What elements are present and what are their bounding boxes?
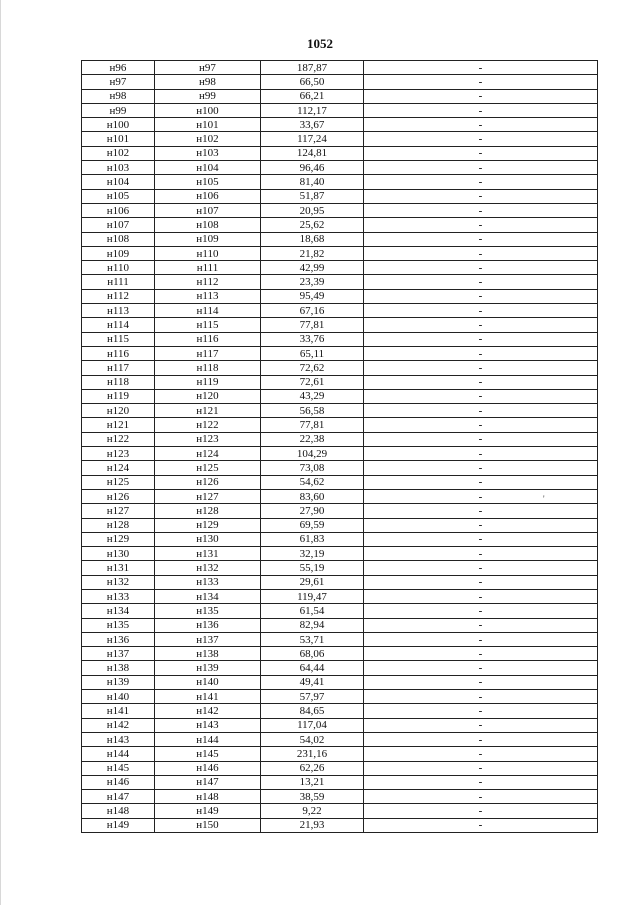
note-cell: - xyxy=(364,732,598,746)
distance-cell: 66,21 xyxy=(261,89,364,103)
coordinates-table-container xyxy=(81,60,598,833)
to-point-cell: н117 xyxy=(155,346,261,360)
note-cell: - xyxy=(364,103,598,117)
note-cell: - xyxy=(364,661,598,675)
from-point-cell: н107 xyxy=(82,218,155,232)
from-point-cell: н130 xyxy=(82,547,155,561)
table-row xyxy=(82,561,598,575)
table-row xyxy=(82,146,598,160)
table-row xyxy=(82,690,598,704)
distance-cell: 77,81 xyxy=(261,318,364,332)
to-point-cell: н139 xyxy=(155,661,261,675)
distance-cell: 119,47 xyxy=(261,589,364,603)
note-cell: - xyxy=(364,532,598,546)
to-point-cell: н137 xyxy=(155,632,261,646)
to-point-cell: н98 xyxy=(155,75,261,89)
note-cell: - xyxy=(364,218,598,232)
table-row xyxy=(82,132,598,146)
note-cell: - xyxy=(364,203,598,217)
distance-cell: 61,54 xyxy=(261,604,364,618)
to-point-cell: н134 xyxy=(155,589,261,603)
note-cell: - xyxy=(364,461,598,475)
from-point-cell: н132 xyxy=(82,575,155,589)
from-point-cell: н129 xyxy=(82,532,155,546)
table-row xyxy=(82,790,598,804)
note-cell: - xyxy=(364,132,598,146)
to-point-cell: н97 xyxy=(155,61,261,75)
table-row xyxy=(82,547,598,561)
note-cell: - xyxy=(364,304,598,318)
distance-cell: 20,95 xyxy=(261,203,364,217)
from-point-cell: н126 xyxy=(82,489,155,503)
from-point-cell: н106 xyxy=(82,203,155,217)
distance-cell: 84,65 xyxy=(261,704,364,718)
table-row xyxy=(82,432,598,446)
from-point-cell: н133 xyxy=(82,589,155,603)
to-point-cell: н114 xyxy=(155,304,261,318)
to-point-cell: н130 xyxy=(155,532,261,546)
to-point-cell: н107 xyxy=(155,203,261,217)
from-point-cell: н125 xyxy=(82,475,155,489)
table-row xyxy=(82,518,598,532)
distance-cell: 81,40 xyxy=(261,175,364,189)
to-point-cell: н132 xyxy=(155,561,261,575)
table-row xyxy=(82,489,598,503)
table-row xyxy=(82,318,598,332)
to-point-cell: н129 xyxy=(155,518,261,532)
to-point-cell: н135 xyxy=(155,604,261,618)
table-row xyxy=(82,504,598,518)
from-point-cell: н119 xyxy=(82,389,155,403)
distance-cell: 53,71 xyxy=(261,632,364,646)
note-cell: - xyxy=(364,261,598,275)
to-point-cell: н140 xyxy=(155,675,261,689)
distance-cell: 82,94 xyxy=(261,618,364,632)
from-point-cell: н148 xyxy=(82,804,155,818)
to-point-cell: н123 xyxy=(155,432,261,446)
distance-cell: 68,06 xyxy=(261,647,364,661)
to-point-cell: н128 xyxy=(155,504,261,518)
table-row xyxy=(82,304,598,318)
distance-cell: 62,26 xyxy=(261,761,364,775)
from-point-cell: н120 xyxy=(82,404,155,418)
table-row xyxy=(82,232,598,246)
from-point-cell: н123 xyxy=(82,447,155,461)
note-cell: - xyxy=(364,547,598,561)
table-row xyxy=(82,661,598,675)
note-cell: - xyxy=(364,375,598,389)
note-cell: - xyxy=(364,632,598,646)
from-point-cell: н149 xyxy=(82,818,155,832)
note-cell: - xyxy=(364,332,598,346)
to-point-cell: н131 xyxy=(155,547,261,561)
from-point-cell: н124 xyxy=(82,461,155,475)
from-point-cell: н134 xyxy=(82,604,155,618)
table-row xyxy=(82,118,598,132)
from-point-cell: н111 xyxy=(82,275,155,289)
distance-cell: 13,21 xyxy=(261,775,364,789)
table-row xyxy=(82,604,598,618)
distance-cell: 124,81 xyxy=(261,146,364,160)
note-cell: - xyxy=(364,704,598,718)
from-point-cell: н116 xyxy=(82,346,155,360)
note-cell: - xyxy=(364,804,598,818)
table-row xyxy=(82,189,598,203)
to-point-cell: н115 xyxy=(155,318,261,332)
distance-cell: 33,67 xyxy=(261,118,364,132)
distance-cell: 73,08 xyxy=(261,461,364,475)
from-point-cell: н115 xyxy=(82,332,155,346)
to-point-cell: н125 xyxy=(155,461,261,475)
table-row xyxy=(82,718,598,732)
note-cell: - xyxy=(364,418,598,432)
note-cell: - xyxy=(364,161,598,175)
note-cell: - xyxy=(364,504,598,518)
table-body xyxy=(82,61,598,833)
table-row xyxy=(82,818,598,832)
distance-cell: 231,16 xyxy=(261,747,364,761)
distance-cell: 29,61 xyxy=(261,575,364,589)
from-point-cell: н144 xyxy=(82,747,155,761)
table-row xyxy=(82,246,598,260)
table-row xyxy=(82,761,598,775)
from-point-cell: н145 xyxy=(82,761,155,775)
note-cell: - xyxy=(364,246,598,260)
from-point-cell: н128 xyxy=(82,518,155,532)
distance-cell: 66,50 xyxy=(261,75,364,89)
to-point-cell: н105 xyxy=(155,175,261,189)
distance-cell: 49,41 xyxy=(261,675,364,689)
table-row xyxy=(82,618,598,632)
distance-cell: 61,83 xyxy=(261,532,364,546)
note-cell: - xyxy=(364,346,598,360)
from-point-cell: н142 xyxy=(82,718,155,732)
table-row xyxy=(82,275,598,289)
from-point-cell: н101 xyxy=(82,132,155,146)
note-cell: - xyxy=(364,318,598,332)
to-point-cell: н124 xyxy=(155,447,261,461)
to-point-cell: н101 xyxy=(155,118,261,132)
distance-cell: 77,81 xyxy=(261,418,364,432)
note-cell: - xyxy=(364,146,598,160)
from-point-cell: н104 xyxy=(82,175,155,189)
table-row xyxy=(82,418,598,432)
table-row xyxy=(82,203,598,217)
from-point-cell: н138 xyxy=(82,661,155,675)
table-row xyxy=(82,289,598,303)
distance-cell: 21,93 xyxy=(261,818,364,832)
from-point-cell: н118 xyxy=(82,375,155,389)
from-point-cell: н131 xyxy=(82,561,155,575)
note-cell: - xyxy=(364,747,598,761)
from-point-cell: н140 xyxy=(82,690,155,704)
to-point-cell: н102 xyxy=(155,132,261,146)
from-point-cell: н110 xyxy=(82,261,155,275)
distance-cell: 51,87 xyxy=(261,189,364,203)
table-row xyxy=(82,804,598,818)
table-row xyxy=(82,361,598,375)
to-point-cell: н144 xyxy=(155,732,261,746)
note-cell: - xyxy=(364,289,598,303)
table-row xyxy=(82,747,598,761)
note-cell: - xyxy=(364,389,598,403)
distance-cell: 112,17 xyxy=(261,103,364,117)
from-point-cell: н117 xyxy=(82,361,155,375)
table-row xyxy=(82,175,598,189)
from-point-cell: н113 xyxy=(82,304,155,318)
note-cell: - xyxy=(364,589,598,603)
note-cell: - xyxy=(364,618,598,632)
note-cell: - xyxy=(364,89,598,103)
to-point-cell: н127 xyxy=(155,489,261,503)
note-cell: - xyxy=(364,447,598,461)
distance-cell: 72,62 xyxy=(261,361,364,375)
note-cell: - xyxy=(364,489,598,503)
distance-cell: 54,02 xyxy=(261,732,364,746)
to-point-cell: н104 xyxy=(155,161,261,175)
table-row xyxy=(82,447,598,461)
from-point-cell: н96 xyxy=(82,61,155,75)
note-cell: - xyxy=(364,189,598,203)
distance-cell: 55,19 xyxy=(261,561,364,575)
to-point-cell: н113 xyxy=(155,289,261,303)
to-point-cell: н150 xyxy=(155,818,261,832)
distance-cell: 69,59 xyxy=(261,518,364,532)
distance-cell: 32,19 xyxy=(261,547,364,561)
table-row xyxy=(82,332,598,346)
to-point-cell: н147 xyxy=(155,775,261,789)
table-row xyxy=(82,346,598,360)
distance-cell: 95,49 xyxy=(261,289,364,303)
note-cell: - xyxy=(364,61,598,75)
distance-cell: 22,38 xyxy=(261,432,364,446)
note-cell: - xyxy=(364,75,598,89)
page-number: 1052 xyxy=(307,36,333,51)
from-point-cell: н135 xyxy=(82,618,155,632)
from-point-cell: н136 xyxy=(82,632,155,646)
to-point-cell: н112 xyxy=(155,275,261,289)
from-point-cell: н121 xyxy=(82,418,155,432)
from-point-cell: н114 xyxy=(82,318,155,332)
distance-cell: 83,60 xyxy=(261,489,364,503)
to-point-cell: н149 xyxy=(155,804,261,818)
note-cell: - xyxy=(364,761,598,775)
distance-cell: 64,44 xyxy=(261,661,364,675)
table-row xyxy=(82,589,598,603)
from-point-cell: н143 xyxy=(82,732,155,746)
note-cell: - xyxy=(364,647,598,661)
from-point-cell: н146 xyxy=(82,775,155,789)
distance-cell: 27,90 xyxy=(261,504,364,518)
table-row xyxy=(82,161,598,175)
distance-cell: 117,04 xyxy=(261,718,364,732)
note-cell: - xyxy=(364,790,598,804)
from-point-cell: н97 xyxy=(82,75,155,89)
to-point-cell: н119 xyxy=(155,375,261,389)
note-cell: - xyxy=(364,361,598,375)
to-point-cell: н111 xyxy=(155,261,261,275)
table-row xyxy=(82,61,598,75)
to-point-cell: н136 xyxy=(155,618,261,632)
distance-cell: 38,59 xyxy=(261,790,364,804)
distance-cell: 54,62 xyxy=(261,475,364,489)
distance-cell: 33,76 xyxy=(261,332,364,346)
stray-mark: ' xyxy=(543,494,545,504)
note-cell: - xyxy=(364,518,598,532)
to-point-cell: н108 xyxy=(155,218,261,232)
note-cell: - xyxy=(364,675,598,689)
note-cell: - xyxy=(364,561,598,575)
table-row xyxy=(82,89,598,103)
to-point-cell: н120 xyxy=(155,389,261,403)
distance-cell: 18,68 xyxy=(261,232,364,246)
coordinates-table xyxy=(81,60,598,833)
to-point-cell: н143 xyxy=(155,718,261,732)
table-row xyxy=(82,75,598,89)
note-cell: - xyxy=(364,275,598,289)
to-point-cell: н118 xyxy=(155,361,261,375)
distance-cell: 25,62 xyxy=(261,218,364,232)
from-point-cell: н139 xyxy=(82,675,155,689)
table-row xyxy=(82,389,598,403)
note-cell: - xyxy=(364,475,598,489)
note-cell: - xyxy=(364,690,598,704)
note-cell: - xyxy=(364,432,598,446)
to-point-cell: н121 xyxy=(155,404,261,418)
note-cell: - xyxy=(364,232,598,246)
table-row xyxy=(82,532,598,546)
from-point-cell: н137 xyxy=(82,647,155,661)
note-cell: - xyxy=(364,604,598,618)
from-point-cell: н99 xyxy=(82,103,155,117)
table-row xyxy=(82,375,598,389)
to-point-cell: н148 xyxy=(155,790,261,804)
to-point-cell: н116 xyxy=(155,332,261,346)
to-point-cell: н142 xyxy=(155,704,261,718)
from-point-cell: н108 xyxy=(82,232,155,246)
from-point-cell: н147 xyxy=(82,790,155,804)
table-row xyxy=(82,261,598,275)
note-cell: - xyxy=(364,818,598,832)
note-cell: - xyxy=(364,404,598,418)
distance-cell: 104,29 xyxy=(261,447,364,461)
from-point-cell: н98 xyxy=(82,89,155,103)
table-row xyxy=(82,675,598,689)
to-point-cell: н106 xyxy=(155,189,261,203)
note-cell: - xyxy=(364,118,598,132)
distance-cell: 56,58 xyxy=(261,404,364,418)
table-row xyxy=(82,647,598,661)
from-point-cell: н122 xyxy=(82,432,155,446)
from-point-cell: н102 xyxy=(82,146,155,160)
note-cell: - xyxy=(364,775,598,789)
distance-cell: 117,24 xyxy=(261,132,364,146)
from-point-cell: н100 xyxy=(82,118,155,132)
table-row xyxy=(82,775,598,789)
note-cell: - xyxy=(364,175,598,189)
table-row xyxy=(82,732,598,746)
distance-cell: 42,99 xyxy=(261,261,364,275)
to-point-cell: н141 xyxy=(155,690,261,704)
to-point-cell: н146 xyxy=(155,761,261,775)
from-point-cell: н105 xyxy=(82,189,155,203)
to-point-cell: н100 xyxy=(155,103,261,117)
table-row xyxy=(82,218,598,232)
table-row xyxy=(82,704,598,718)
distance-cell: 67,16 xyxy=(261,304,364,318)
from-point-cell: н103 xyxy=(82,161,155,175)
note-cell: - xyxy=(364,718,598,732)
table-row xyxy=(82,632,598,646)
distance-cell: 72,61 xyxy=(261,375,364,389)
distance-cell: 57,97 xyxy=(261,690,364,704)
to-point-cell: н99 xyxy=(155,89,261,103)
distance-cell: 9,22 xyxy=(261,804,364,818)
table-row xyxy=(82,404,598,418)
from-point-cell: н109 xyxy=(82,246,155,260)
distance-cell: 65,11 xyxy=(261,346,364,360)
distance-cell: 23,39 xyxy=(261,275,364,289)
table-row xyxy=(82,461,598,475)
to-point-cell: н103 xyxy=(155,146,261,160)
from-point-cell: н141 xyxy=(82,704,155,718)
distance-cell: 43,29 xyxy=(261,389,364,403)
distance-cell: 96,46 xyxy=(261,161,364,175)
from-point-cell: н112 xyxy=(82,289,155,303)
to-point-cell: н109 xyxy=(155,232,261,246)
table-row xyxy=(82,475,598,489)
from-point-cell: н127 xyxy=(82,504,155,518)
distance-cell: 187,87 xyxy=(261,61,364,75)
note-cell: - xyxy=(364,575,598,589)
distance-cell: 21,82 xyxy=(261,246,364,260)
to-point-cell: н145 xyxy=(155,747,261,761)
to-point-cell: н126 xyxy=(155,475,261,489)
table-row xyxy=(82,575,598,589)
table-row xyxy=(82,103,598,117)
to-point-cell: н122 xyxy=(155,418,261,432)
to-point-cell: н133 xyxy=(155,575,261,589)
page-edge xyxy=(0,0,1,905)
to-point-cell: н110 xyxy=(155,246,261,260)
to-point-cell: н138 xyxy=(155,647,261,661)
